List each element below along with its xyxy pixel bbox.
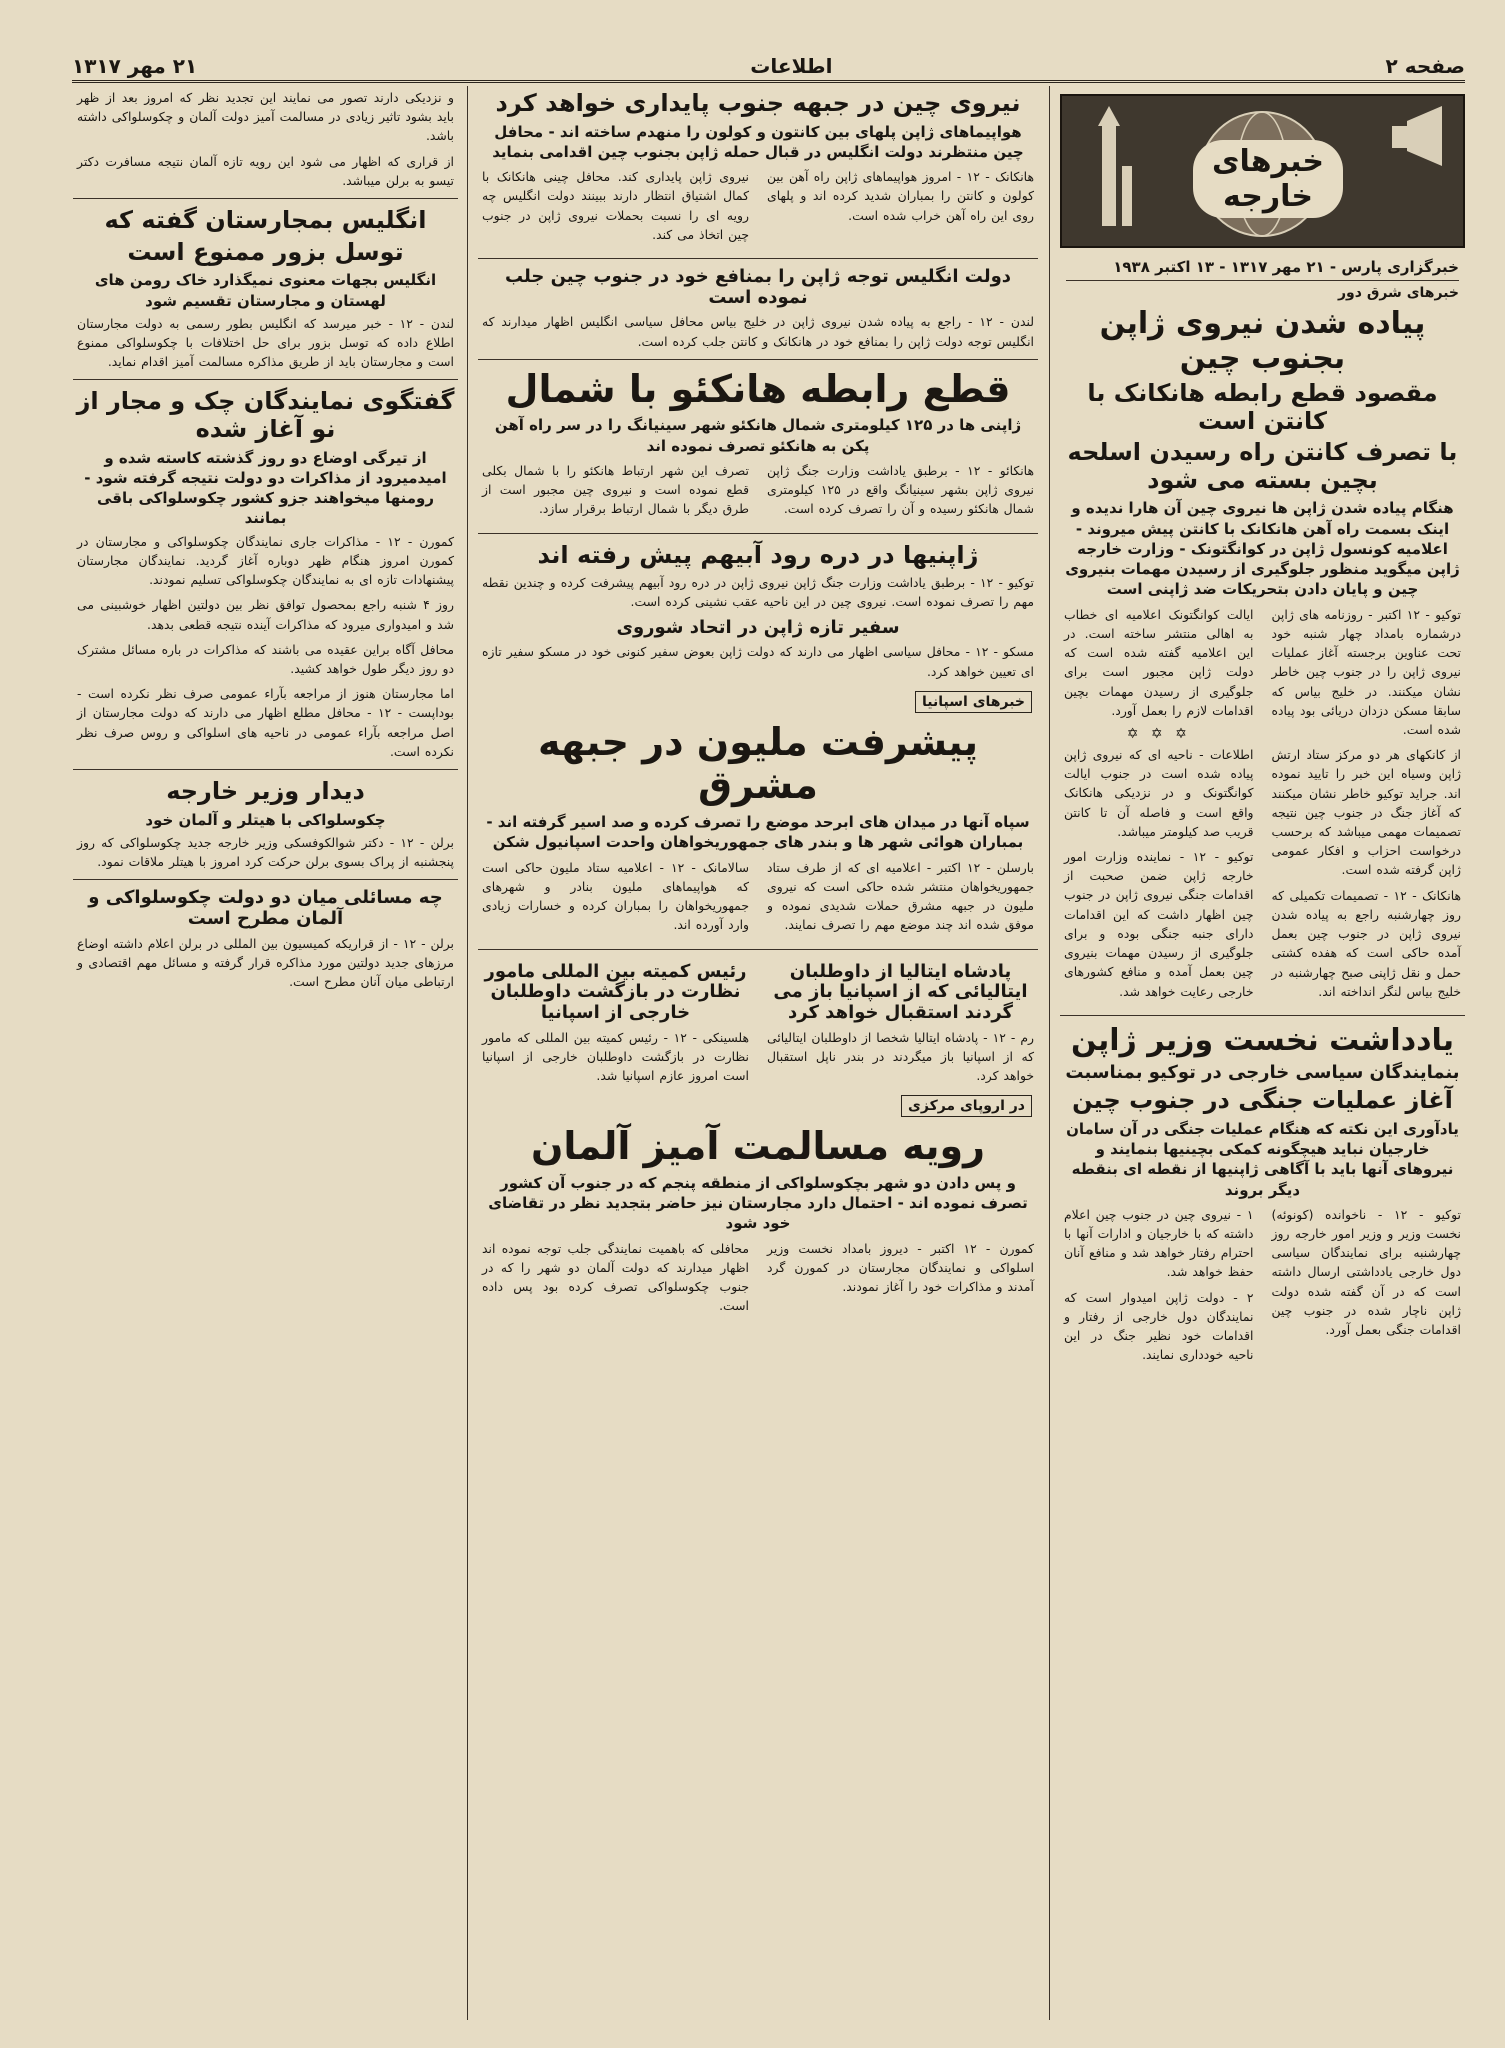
- lead-paragraph: یادآوری این نکته که هنگام عملیات جنگی در آن سامان خارجیان نباید هیچگونه کمکی بچینیها بنمایند و نیروهای آنها باید با آگاهی ژاپنیها از نقطه ای بنقطه دیگر بروند: [1066, 1119, 1459, 1199]
- paragraph: توکیو - ۱۲ - ناخوانده (کونوئه) نخست وزیر و وزیر امور خارجه روز چهارشنبه برای نمایندگان سیاسی دول خارجی یادداشتی ارسال داشته است که در آن گفته شده دولت ژاپن ناچار شده در جنوب چین اقدامات جنگی بعمل آورد.: [1271, 1206, 1461, 1338]
- headline-czech-german-issues: چه مسائلی میان دو دولت چکوسلواکی و آلمان مطرح است: [88, 887, 443, 929]
- paragraph: توکیو - ۱۲ اکتبر - روزنامه های ژاپن درشماره بامداد چهار شنبه خود تحت عناوین برجسته آغاز عملیات نیروی ژاپن را در جنوب چین خاطر نشان میکنند. در خلیج بیاس که سابقا مسکن دزدان دریائی بود پیاده شده است.: [1271, 606, 1461, 737]
- subheadline: سپاه آنها در میدان های ابرحد موضع را تصرف کرده و صد اسیر گرفته اند - بمباران هوائی شهر ها و بندر های جمهوریخواهان واحدت اسپانیول شکن: [486, 813, 1030, 852]
- paragraph: برلن - ۱۲ - دکتر شوالکوفسکی وزیر خارجه جدید چکوسلواکی که روز پنجشنبه از پراک بسوی برلن حرکت کرد امروز با هیتلر ملاقات نمود.: [77, 834, 454, 870]
- paragraph: هلسینکی - ۱۲ - رئیس کمیته بین المللی که مامور نظارت در بازگشت داوطلبان خارجی از اسپانیا است امروز عازم اسپانیا شد.: [482, 1029, 750, 1084]
- headline-britain-interests: دولت انگلیس توجه ژاپن را بمنافع خود در جنوب چین جلب نموده است: [504, 265, 1012, 308]
- lead-paragraph: انگلیس بجهات معنوی نمیگذارد خاک رومن های لهستان و مجارستان تقسیم شود: [94, 271, 437, 310]
- paragraph: ۲ - دولت ژاپن امیدوار است که نمایندگان دول خارجی از رفتار و اقدامات خود نظیر جنگ در این ناحیه خودداری نمایند.: [1064, 1289, 1254, 1363]
- newspaper-name: اطلاعات: [750, 54, 833, 78]
- subheadline: مقصود قطع رابطه هانکانک با کانتن است: [1087, 379, 1438, 435]
- headline-committee-chairman: رئیس کمیته بین المللی مامور نظارت در بازگشت داوطلبان خارجی از اسپانیا: [484, 960, 747, 1023]
- section-label-spain: خبرهای اسپانیا: [915, 691, 1032, 713]
- column-left: [73, 86, 458, 2020]
- column-rule: [1049, 86, 1050, 2020]
- paragraph: مسکو - ۱۲ - محافل سیاسی اظهار می دارند که دولت ژاپن بعوض سفیر کنونی خود در مسکو سفیر تازه ای تعیین خواهد کرد.: [482, 644, 1034, 679]
- subheadline: هواپیماهای ژاپن پلهای بین کانتون و کولون را منهدم ساخته اند - محافل چین منتظرند دولت انگلیس در قبال حمله ژاپن بجنوب چین اقدامی بنماید: [492, 122, 1024, 161]
- divider: [73, 769, 458, 770]
- divider: [73, 879, 458, 880]
- paragraph: و نزدیکی دارند تصور می نمایند این تجدید نظر که امروز بعد از ظهر باید بشود تاثیر زیادی در مسالمت آمیز دولت آلمان و چکوسلواکی داشته باشد.: [77, 90, 454, 144]
- headline-prime-minister-note: یادداشت نخست وزیر ژاپن: [1070, 1023, 1455, 1058]
- column-rule: [467, 86, 468, 2020]
- paragraph: کمورن - ۱۲ - مذاکرات جاری نمایندگان چکوسلواکی و مجارستان در کمورن امروز هنگام ظهر دوباره آغاز گردید. نمایندگان مجارستان پیشنهادات تازه ای به نمایندگان چکوسلواکی تسلیم نمودند.: [77, 533, 454, 588]
- paragraph: سالامانک - ۱۲ - اعلامیه ستاد ملیون حاکی است که هواپیماهای ملیون بنادر و شهرهای جمهوریخواهان را بمباران کرده و خسارات زیادی وارد آورده اند.: [482, 859, 749, 933]
- subheadline: و پس دادن دو شهر بچکوسلواکی از منطقه پنجم که در جنوب آن کشور تصرف نموده اند - احتمال دارد مجارستان نیز حاضر بتجدید نظر در تقاضای خود شود: [488, 1173, 1028, 1233]
- paragraph: توکیو - ۱۲ - برطبق یاداشت وزارت جنگ ژاپن نیروی ژاپن در دره رود آبیهم پیشرفت کرده و چندین نقطه مهم را تصرف نموده است. نیروی چین در این ناحیه عقب نشینی کرده است.: [482, 575, 1034, 610]
- paragraph: از کانکهای هر دو مرکز ستاد ارتش ژاپن وسیاه این خبر را تایید نموده اند. جراید توکیو خاطر نشان میکنند که آغاز جنگ در جنوب چین نتیجه تصمیمات مهمی میباشد که برحسب درخواست احزاب و افکار عمومی ژاپن گرفته شده است.: [1271, 747, 1461, 878]
- divider: [478, 359, 1038, 360]
- article-body: [478, 856, 1038, 941]
- paragraph: اما مجارستان هنوز از مراجعه بآراء عمومی صرف نظر نکرده است - بوداپست - ۱۲ - محافل مطلع اظهار می دارند که دولت مجارستان از اصل مراجعه بآراء عمومی در ناحیه های اسلواکی و روس صرف نظر نکرده است.: [77, 686, 454, 759]
- article-body: [478, 459, 1038, 525]
- lead-paragraph: هنگام پیاده شدن ژاپن ها نیروی چین آن هارا ندیده و اینک بسمت راه آهن هانکانک با کانتن پیش میروند - اعلامیه کونسول ژاپن در کوانگتونک - وزارت خارجه ژاپن میگوید منظور جلوگیری از رسیدن مهمات بنیروی چین و پایان دادن بتحریکات ضد ژاپنی است: [1065, 499, 1460, 599]
- foreign-news-banner: [1060, 94, 1465, 248]
- divider: [478, 258, 1038, 259]
- column-middle: [478, 86, 1038, 2020]
- subheadline: بنمایندگان سیاسی خارجی در توکیو بمناسبت: [1065, 1061, 1460, 1083]
- page-number: صفحه ۲: [1385, 54, 1465, 78]
- paragraph: بارسلن - ۱۲ اکتبر - اعلامیه ای که از طرف ستاد جمهوریخواهان منتشر شده حاکی است که نیروی ملیون در جبهه مشرق حملات شدیدی نموده و موفق شده اند چند موضع مهم را تصرف نمایند.: [767, 859, 1034, 933]
- headline-new-ambassador: سفیر تازه ژاپن در اتحاد شوروی: [616, 616, 900, 638]
- paragraph: محافلی که باهمیت نمایندگی جلب توجه نموده اند اظهار میدارند که دولت آلمان دو شهر را که در جنوب چکوسلواکی تصرف کرده بود پس داده است.: [482, 1240, 749, 1314]
- paragraph: نیروی ژاپن پایداری کند. محافل چینی هانکانک با کمال اشتیاق انتظار دارند ببینند دولت انگلیس چه رویه ای را نسبت بحملات نیروی ژاپن در جنوب چین اتخاذ می کند.: [482, 169, 749, 242]
- divider: [73, 198, 458, 199]
- paragraph: هانکانک - ۱۲ - امروز هواپیماهای ژاپن راه آهن بین کولون و کانتن را بمباران شدید کرده اند و پلهای روی این راه آهن خراب شده است.: [767, 169, 1034, 223]
- divider: [478, 533, 1038, 534]
- headline-britain-hungary: انگلیس بمجارستان گفته که: [104, 206, 427, 235]
- divider: [478, 949, 1038, 950]
- paragraph: هانکائو - ۱۲ - برطبق یاداشت وزارت جنگ ژاپن نیروی ژاپن بشهر سینیانگ واقع در ۱۲۵ کیلومتری شمال هانکئو رسیده و آن را تصرف کرده است.: [767, 462, 1034, 517]
- section-label: خبرهای شرق دور: [1338, 285, 1459, 301]
- paragraph: ایالت کوانگتونک اعلامیه ای خطاب به اهالی منتشر ساخته است. در این اعلامیه گفته شده است که دولت ژاپن مجبور است برای جلوگیری از رسیدن مهمات بچین اقدامات لازم را بعمل آورد.: [1064, 606, 1254, 718]
- divider: [73, 379, 458, 380]
- subheadline: آغاز عملیات جنگی در جنوب چین: [1072, 1086, 1453, 1115]
- section-label-central-europe: در اروپای مرکزی: [901, 1095, 1032, 1117]
- article-body: [1060, 603, 1465, 1007]
- subheadline: چکوسلواکی با هیتلر و آلمان خود: [145, 810, 386, 829]
- headline-foreign-minister-visit: دیدار وزیر خارجه: [166, 777, 365, 806]
- banner-title: خبرهای خارجه: [1193, 140, 1343, 218]
- headline-yangtze-advance: ژاپنیها در دره رود آبیهم پیش رفته اند: [537, 540, 979, 569]
- article-body: [478, 1237, 1038, 1322]
- paragraph: ۱ - نیروی چین در جنوب چین اعلام داشته که با خارجیان و ادارات آنها با احترام رفتار خواهد شد و منافع آنان حفظ خواهد شد.: [1064, 1206, 1254, 1280]
- headline-china-resistance: نیروی چین در جبهه جنوب پایداری خواهد کرد: [495, 89, 1021, 117]
- subheadline: از تیرگی اوضاع دو روز گذشته کاسته شده و امیدمیرود از مذاکرات دو دولت نتیجه گرفته شود - رومنها میخواهند جزو کشور چکوسلواکی باقی بمانند: [84, 448, 447, 528]
- paragraph: لندن - ۱۲ - خبر میرسد که انگلیس بطور رسمی به دولت مجارستان اطلاع داده که توسل بزور برای حل اختلافات با چکوسلواکی ممنوع است و مجارستان باید از طریق مذاکره مسالمت آمیز اقدام نماید.: [77, 315, 454, 370]
- headline-italy-king: پادشاه ایتالیا از داوطلبان ایتالیائی که از اسپانیا باز می گردند استقبال خواهد کرد: [773, 960, 1028, 1023]
- paragraph: لندن - ۱۲ - راجع به پیاده شدن نیروی ژاپن در خلیج بیاس محافل سیاسی انگلیس اظهار میدارند که انگلیس توجه دولت ژاپن را بمنافع خود در هانکانک و کانتن جلب کرده است.: [482, 314, 1035, 349]
- paragraph: کمورن - ۱۲ اکتبر - دیروز بامداد نخست وزیر اسلواکی و نمایندگان مجارستان در کمورن گرد آمدند و مذاکرات خود را آغاز نمودند.: [767, 1240, 1034, 1295]
- article-body: [1060, 1203, 1465, 1371]
- subheadline: با تصرف کانتن راه رسیدن اسلحه بچین بسته می شود: [1067, 438, 1458, 494]
- article-pair: [478, 958, 1038, 1092]
- headline-japan-landing: پیاده شدن نیروی ژاپن بجنوب چین: [1099, 306, 1426, 376]
- headline-czech-hungary-talks: گفتگوی نمایندگان چک و مجار از نو آغاز شده: [76, 387, 455, 444]
- paragraph: برلن - ۱۲ - از قراریکه کمیسیون بین المللی در برلن اعلام داشته اوضاع مرزهای جدید دولتین مورد مذاکره قرار گرفته و مسائل مهم اقتصادی و ارتباطی میان آنان مطرح است.: [77, 935, 455, 990]
- paragraph: توکیو - ۱۲ - نماینده وزارت امور خارجه ژاپن ضمن صحبت از اقدامات جنگی نیروی ژاپن در جنوب چین اظهار داشت که این اقدامات دارای جنبه جنگی بوده و برای جلوگیری از رسیدن مهمات بنیروی چین بعمل آمده و منافع کشورهای خارجی رعایت خواهد شد.: [1064, 849, 1254, 999]
- paragraph: از قراری که اظهار می شود این رویه تازه آلمان نتیجه مسافرت دکتر تیسو به برلن میباشد.: [77, 153, 454, 188]
- paragraph: هانکانک - ۱۲ - تصمیمات تکمیلی که روز چهارشنبه راجع به پیاده شدن نیروی ژاپن در جنوب چین بعمل آمده حاکی است که هفده کشتی حمل و نقل ژاپنی صبح چهارشنبه در خلیج بیاس لنگر انداخته اند.: [1271, 887, 1462, 999]
- paragraph: محافل آگاه براین عقیده می باشند که مذاکرات در باره مسائل مشترک دو روز دیگر طول خواهد کشید.: [77, 641, 454, 676]
- paragraph: رم - ۱۲ - پادشاه ایتالیا شخصا از داوطلبان ایتالیائی که از اسپانیا باز میگردند در بندر ناپل استقبال خواهد کرد.: [767, 1029, 1034, 1084]
- paragraph: اطلاعات - ناحیه ای که نیروی ژاپن پیاده شده است در جنوب ایالت کوانگتونک و در نزدیکی هانکانک واقع است و فاصله آن تا کانتن قریب صد کیلومتر میباشد.: [1064, 746, 1254, 839]
- headline-germany-peaceful: رویه مسالمت آمیز آلمان: [530, 1124, 986, 1169]
- subheadline: ژاپنی ها در ۱۲۵ کیلومتری شمال هانکئو شهر سینیانگ را در سر راه آهن پکن به هانکئو تصرف نموده اند: [494, 416, 1022, 455]
- article-body: [478, 165, 1038, 250]
- headline-hankou-cut: قطع رابطه هانکئو با شمال: [505, 366, 1011, 411]
- subheadline: توسل بزور ممنوع است: [127, 237, 404, 266]
- masthead: [72, 52, 1465, 83]
- column-foreign-news: [1060, 86, 1465, 2020]
- headline-nationalist-advance: پیشرفت ملیون در جبهه مشرق: [537, 719, 979, 808]
- dateline: خبرگزاری پارس - ۲۱ مهر ۱۳۱۷ - ۱۳ اکتبر ۱۹۳۸: [1066, 258, 1459, 281]
- issue-date: ۲۱ مهر ۱۳۱۷: [72, 54, 198, 78]
- divider: [1060, 1015, 1465, 1016]
- paragraph: تصرف این شهر ارتباط هانکئو را با شمال بکلی قطع نموده است و نیروی چین مجبور است از طرق دیگر با شمال ارتباط برقرار سازد.: [482, 462, 749, 517]
- separator-stars: ✡ ✡ ✡: [1126, 725, 1191, 742]
- paragraph: روز ۴ شنبه راجع بمحصول توافق نظر بین دولتین اظهار خوشبینی می شد و امیدواری میرود که مذاکرات آینده نتیجه قطعی بدهد.: [77, 597, 455, 632]
